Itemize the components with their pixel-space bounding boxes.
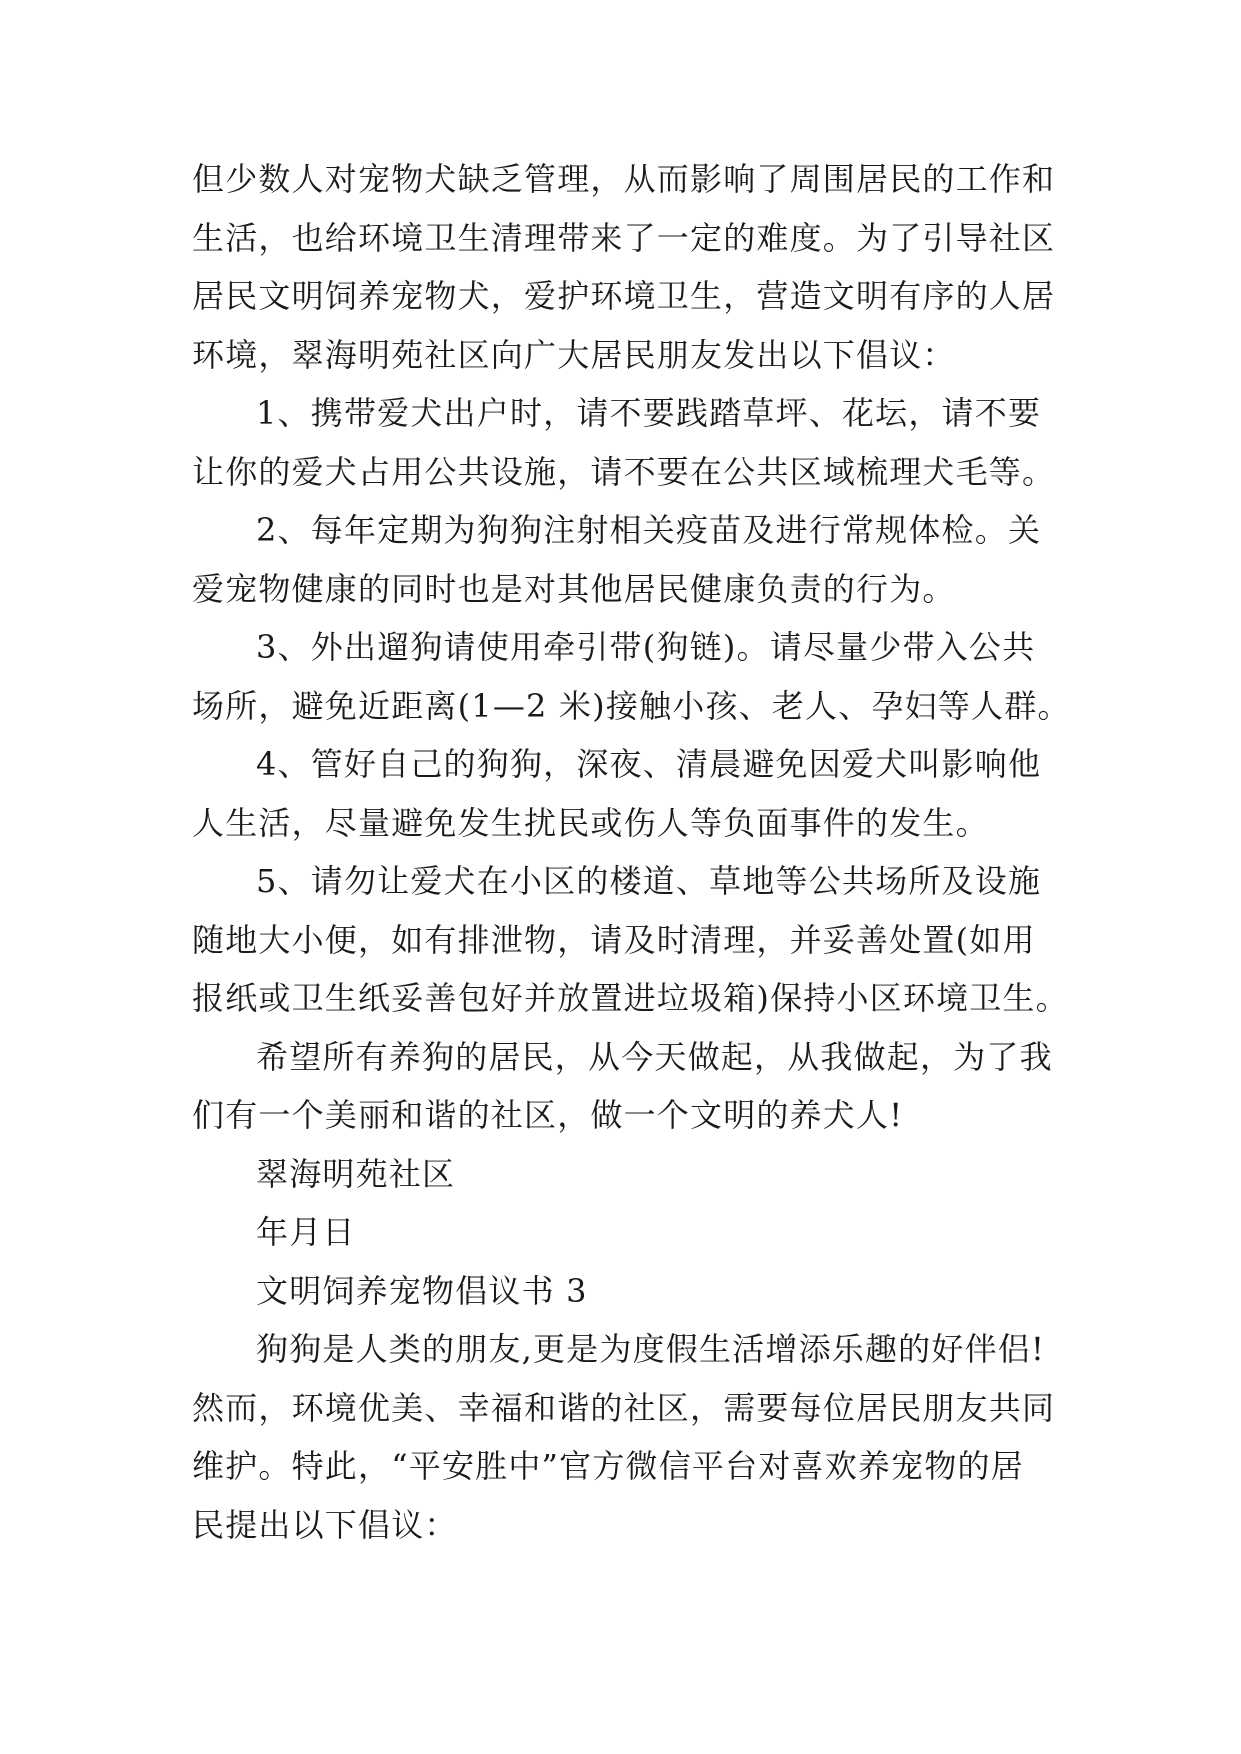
list-item-5-line: 5、请勿让爱犬在小区的楼道、草地等公共场所及设施: [256, 862, 1042, 900]
text-line: 人生活，尽量避免发生扰民或伤人等负面事件的发生。: [192, 803, 989, 842]
text-line: 居民文明饲养宠物犬，爱护环境卫生，营造文明有序的人居: [192, 277, 1056, 315]
section-heading: 文明饲养宠物倡议书 3: [256, 1271, 588, 1310]
text-line: 场所，避免近距离(1—2 米)接触小孩、老人、孕妇等人群。: [192, 686, 1071, 725]
list-item-2-line: 2、每年定期为狗狗注射相关疫苗及进行常规体检。关: [256, 511, 1042, 549]
text-line: 让你的爱犬占用公共设施，请不要在公共区域梳理犬毛等。: [192, 452, 1056, 491]
text-line: 维护。特此，“平安胜中”官方微信平台对喜欢养宠物的居: [192, 1447, 1024, 1485]
text-line: 民提出以下倡议：: [192, 1505, 458, 1544]
signature-date: 年月日: [256, 1213, 356, 1251]
document-page: [192, 150, 1071, 1554]
text-line: 报纸或卫生纸妥善包好并放置进垃圾箱)保持小区环境卫生。: [192, 979, 1069, 1017]
text-line: 环境，翠海明苑社区向广大居民朋友发出以下倡议：: [192, 335, 956, 374]
closing-paragraph-line: 希望所有养狗的居民，从今天做起，从我做起，为了我: [256, 1037, 1053, 1076]
text-line: 生活，也给环境卫生清理带来了一定的难度。为了引导社区: [192, 218, 1056, 257]
list-item-3-line: 3、外出遛狗请使用牵引带(狗链)。请尽量少带入公共: [256, 628, 1036, 666]
signature-name: 翠海明苑社区: [256, 1154, 456, 1193]
list-item-1-line: 1、携带爱犬出户时，请不要践踏草坪、花坛，请不要: [256, 394, 1042, 432]
text-line: 爱宠物健康的同时也是对其他居民健康负责的行为。: [192, 569, 956, 608]
text-line: 随地大小便，如有排泄物，请及时清理，并妥善处置(如用: [192, 920, 1036, 959]
text-line: 们有一个美丽和谐的社区，做一个文明的养犬人!: [192, 1096, 904, 1134]
paragraph-start-line: 狗狗是人类的朋友,更是为度假生活增添乐趣的好伴侣!: [256, 1330, 1046, 1368]
text-line: 但少数人对宠物犬缺乏管理，从而影响了周围居民的工作和: [192, 160, 1056, 198]
text-line: 然而，环境优美、幸福和谐的社区，需要每位居民朋友共同: [192, 1388, 1056, 1427]
list-item-4-line: 4、管好自己的狗狗，深夜、清晨避免因爱犬叫影响他: [256, 745, 1042, 783]
